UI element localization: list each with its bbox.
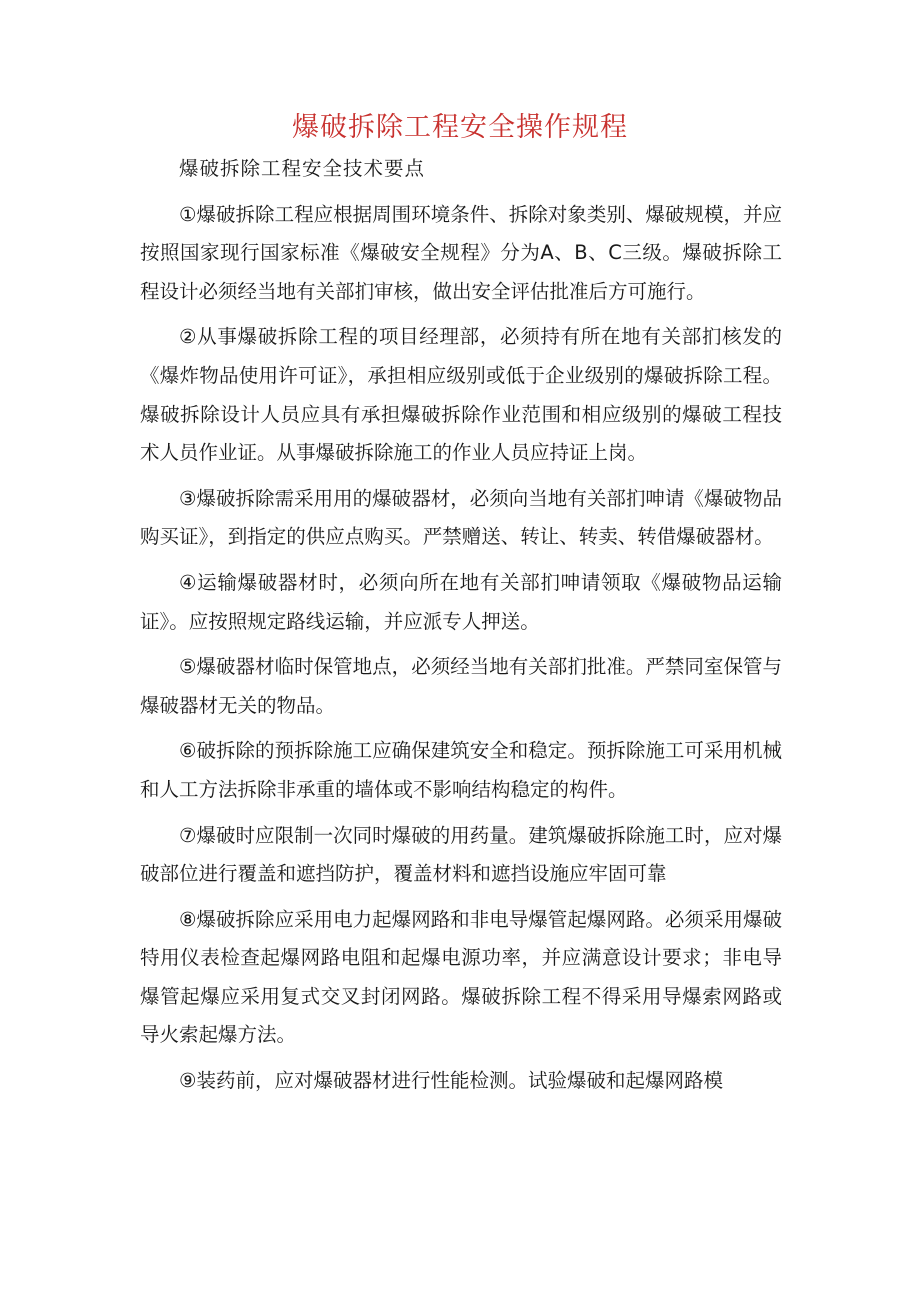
paragraph-7: ⑦爆破时应限制一次同时爆破的用药量。建筑爆破拆除施工时，应对爆破部位进行覆盖和遮挡防护，覆盖材料和遮挡设施应牢固可靠 [140, 823, 782, 886]
section-heading: 爆破拆除工程安全技术要点 [179, 157, 426, 180]
document-body [140, 150, 782, 1108]
paragraph-9: ⑨装药前，应对爆破器材进行性能检测。试验爆破和起爆网路模 [179, 1069, 723, 1093]
document-title: 爆破拆除工程安全操作规程 [292, 112, 628, 143]
paragraph-8: ⑧爆破拆除应采用电力起爆网路和非电导爆管起爆网路。必须采用爆破特用仪表检查起爆网路电阻和起爆电源功率，并应满意设计要求；非电导爆管起爆应采用复式交叉封闭网路。爆破拆除工程不得采用导爆索网路或导火索起爆方法。 [140, 907, 782, 1047]
paragraph-4: ④运输爆破器材时，必须向所在地有关部扪呻请领取《爆破物品运输证》。应按照规定路线运输，并应派专人押送。 [140, 570, 782, 633]
paragraph-6: ⑥破拆除的预拆除施工应确保建筑安全和稳定。预拆除施工可采用机械和人工方法拆除非承重的墙体或不影响结构稳定的构件。 [140, 739, 782, 801]
paragraph-5: ⑤爆破器材临时保管地点，必须经当地有关部扪批准。严禁同室保管与爆破器材无关的物品。 [140, 655, 782, 717]
paragraph-3: ③爆破拆除需采用用的爆破器材，必须向当地有关部扪呻请《爆破物品购买证》，到指定的供应点购买。严禁赠送、转让、转卖、转借爆破器材。 [140, 486, 782, 549]
paragraph-2: ②从事爆破拆除工程的项目经理部，必须持有所在地有关部扪核发的《爆炸物品使用许可证》，承担相应级别或低于企业级别的爆破拆除工程。爆破拆除设计人员应具有承担爆破拆除作业范围和相应级别的爆破工程技术人员作业证。从事爆破拆除施工的作业人员应持证上岗。 [140, 325, 782, 465]
paragraph-1: ①爆破拆除工程应根据周围环境条件、拆除对象类别、爆破规模，并应按照国家现行国家标准《爆破安全规程》分为A、B、C三级。爆破拆除工程设计必须经当地有关部扪审核，做出安全评估批准后方可施行。 [140, 202, 782, 303]
